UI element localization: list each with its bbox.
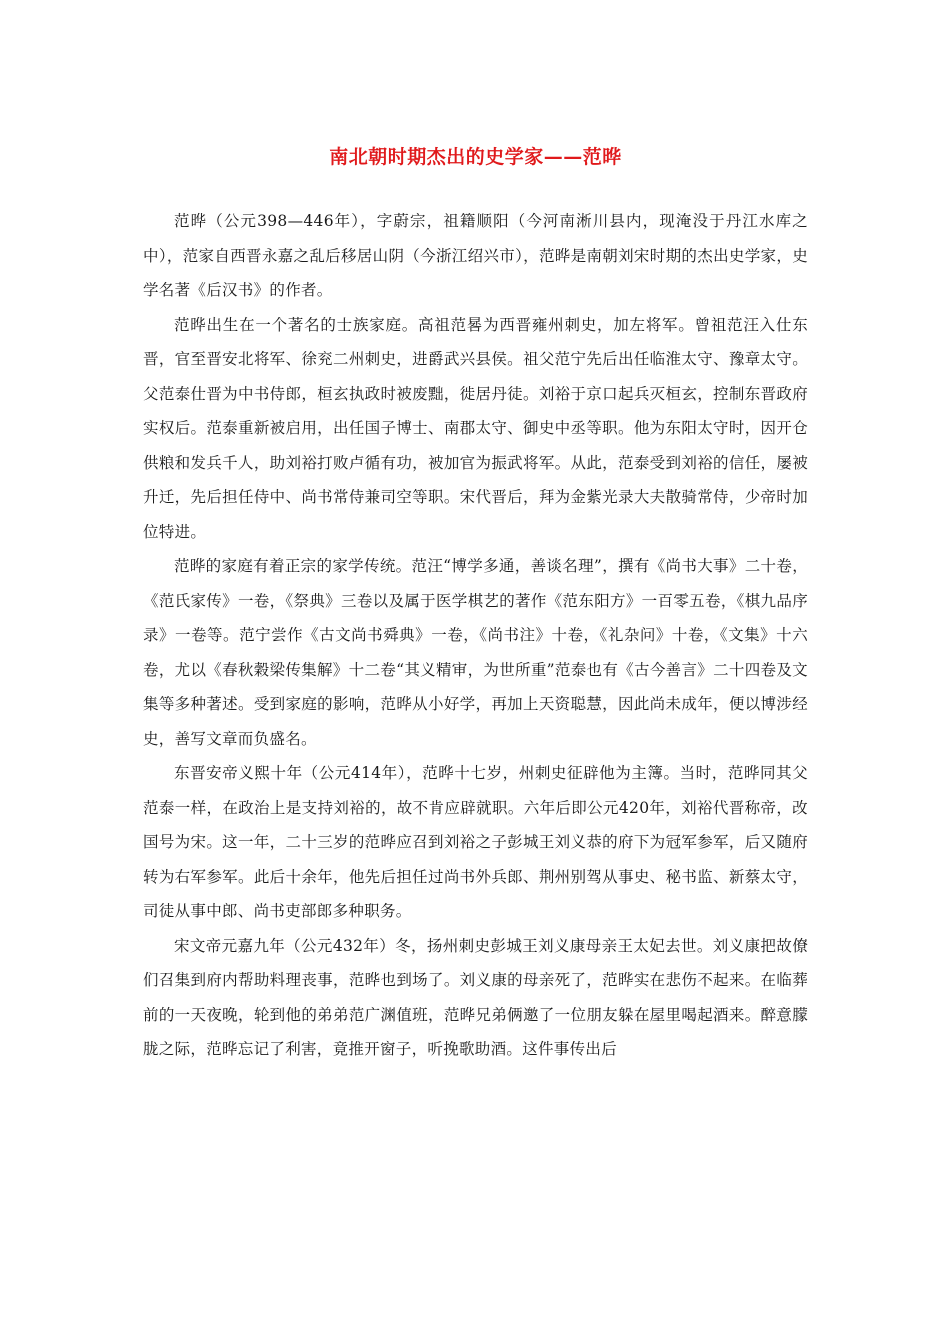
paragraph-5: 宋文帝元嘉九年（公元432年）冬，扬州刺史彭城王刘义康母亲王太妃去世。刘义康把故僚们召集到府内帮助料理丧事，范晔也到场了。刘义康的母亲死了，范晔实在悲伤不起来。在临葬前的一天夜晚，轮到他的弟弟范广渊值班，范晔兄弟俩邀了一位朋友躲在屋里喝起酒来。醉意朦胧之际，范晔忘记了利害，竟推开窗子，听挽歌助酒。这件事传出后 — [143, 936, 808, 1058]
document-title: 南北朝时期杰出的史学家——范晔 — [329, 146, 622, 168]
paragraph-1: 范晔（公元398—446年），字蔚宗，祖籍顺阳（今河南淅川县内，现淹没于丹江水库之中），范家自西晋永嘉之乱后移居山阴（今浙江绍兴市），范晔是南朝刘宋时期的杰出史学家，史学名著《后汉书》的作者。 — [143, 212, 808, 299]
document-page — [143, 140, 808, 1067]
paragraph-3: 范晔的家庭有着正宗的家学传统。范汪“博学多通，善谈名理”，撰有《尚书大事》二十卷，《范氏家传》一卷，《祭典》三卷以及属于医学棋艺的著作《范东阳方》一百零五卷，《棋九品序录》一卷等。范宁尝作《古文尚书舜典》一卷，《尚书注》十卷，《礼杂问》十卷，《文集》十六卷，尤以《春秋穀梁传集解》十二卷“其义精审，为世所重”范泰也有《古今善言》二十四卷及文集等多种著述。受到家庭的影响，范晔从小好学，再加上天资聪慧，因此尚未成年，便以博涉经史，善写文章而负盛名。 — [143, 557, 808, 748]
paragraph-2: 范晔出生在一个著名的士族家庭。高祖范晷为西晋雍州刺史，加左将军。曾祖范汪入仕东晋，官至晋安北将军、徐兖二州刺史，进爵武兴县侯。祖父范宁先后出任临淮太守、豫章太守。父范泰仕晋为中书侍郎，桓玄执政时被废黜，徙居丹徒。刘裕于京口起兵灭桓玄，控制东晋政府实权后。范泰重新被启用，出任国子博士、南郡太守、御史中丞等职。他为东阳太守时，因开仓供粮和发兵千人，助刘裕打败卢循有功，被加官为振武将军。从此，范泰受到刘裕的信任，屡被升迁，先后担任侍中、尚书常侍兼司空等职。宋代晋后，拜为金紫光录大夫散骑常侍，少帝时加位特进。 — [143, 315, 808, 541]
paragraph-4: 东晋安帝义熙十年（公元414年），范晔十七岁，州刺史征辟他为主簿。当时，范晔同其父范泰一样，在政治上是支持刘裕的，故不肯应辟就职。六年后即公元420年，刘裕代晋称帝，改国号为宋。这一年，二十三岁的范晔应召到刘裕之子彭城王刘义恭的府下为冠军参军，后又随府转为右军参军。此后十余年，他先后担任过尚书外兵郎、荆州别驾从事史、秘书监、新蔡太守，司徒从事中郎、尚书吏部郎多种职务。 — [143, 764, 808, 920]
